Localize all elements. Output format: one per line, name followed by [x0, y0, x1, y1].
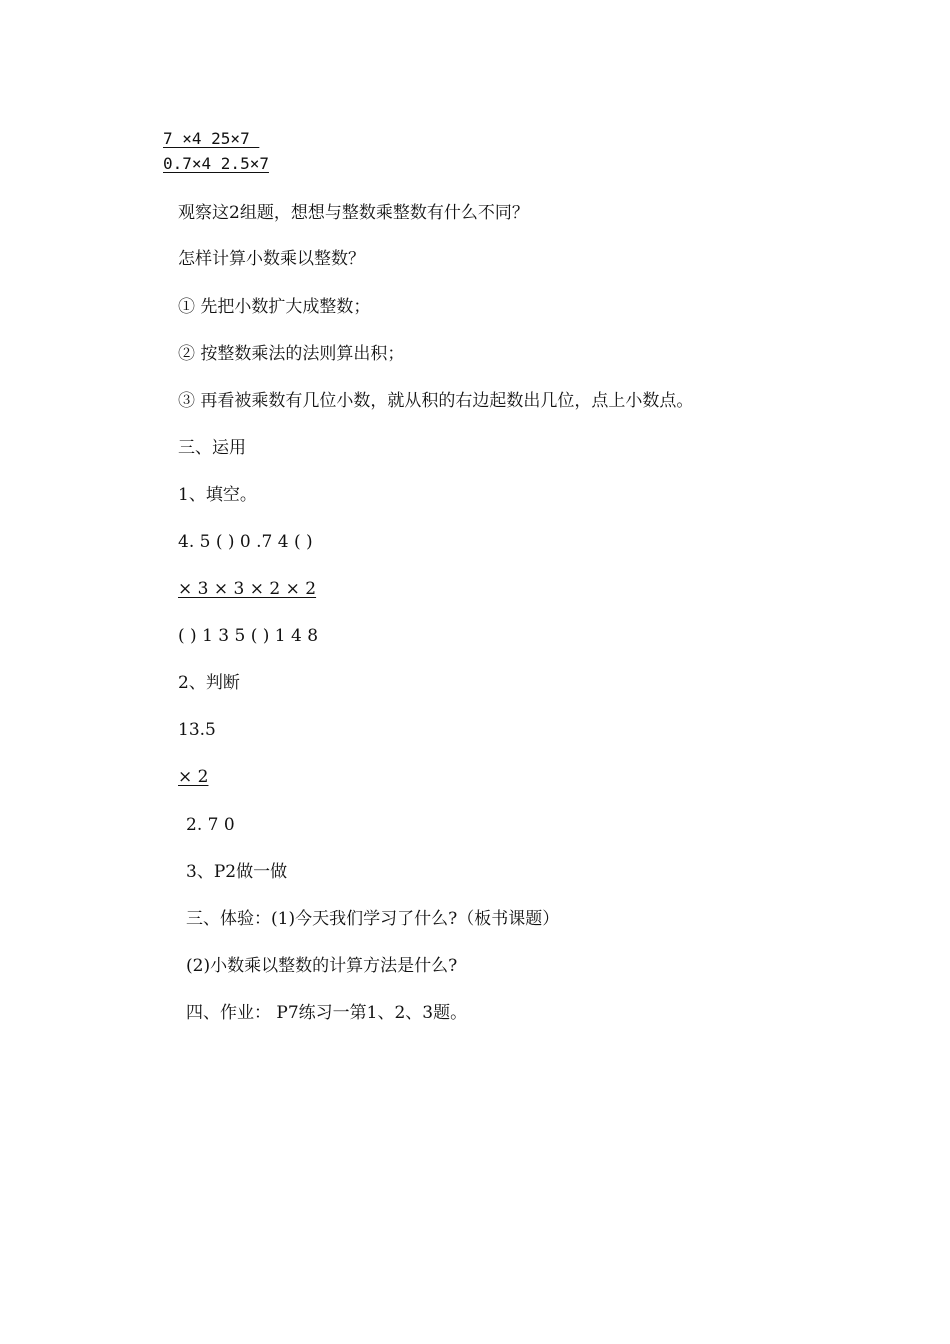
- homework-line: 四、作业： P7练习一第1、2、3题。: [186, 1003, 468, 1023]
- judge-row-1: 13.5: [178, 720, 216, 740]
- step-1: ① 先把小数扩大成整数；: [178, 297, 371, 317]
- step-2: ② 按整数乘法的法则算出积；: [178, 344, 405, 364]
- fill-blank-row-3: ( ) 1 3 5 ( ) 1 4 8: [178, 626, 319, 646]
- fill-blank-title: 1、填空。: [178, 485, 257, 505]
- judge-row-3: 2. 7 0: [186, 815, 235, 835]
- fill-blank-row-2: × 3 × 3 × 2 × 2: [178, 579, 317, 599]
- intro-line-2: 0.7×4 2.5×7: [163, 154, 269, 173]
- intro-line-1: 7 ×4 25×7: [163, 129, 260, 148]
- experience-question-1: 三、体验：(1)今天我们学习了什么?（板书课题）: [186, 909, 560, 929]
- practice-item: 3、P2做一做: [186, 862, 288, 882]
- step-3: ③ 再看被乘数有几位小数，就从积的右边起数出几位，点上小数点。: [178, 391, 694, 411]
- judge-title: 2、判断: [178, 673, 240, 693]
- fill-blank-row-1: 4. 5 ( ) 0 .7 4 ( ): [178, 532, 313, 552]
- experience-question-2: (2)小数乘以整数的计算方法是什么?: [186, 956, 458, 976]
- judge-row-2: × 2: [178, 767, 209, 787]
- observe-question: 观察这2组题，想想与整数乘整数有什么不同？: [178, 203, 529, 223]
- how-to-question: 怎样计算小数乘以整数？: [178, 249, 365, 269]
- section-apply-heading: 三、运用: [178, 438, 246, 458]
